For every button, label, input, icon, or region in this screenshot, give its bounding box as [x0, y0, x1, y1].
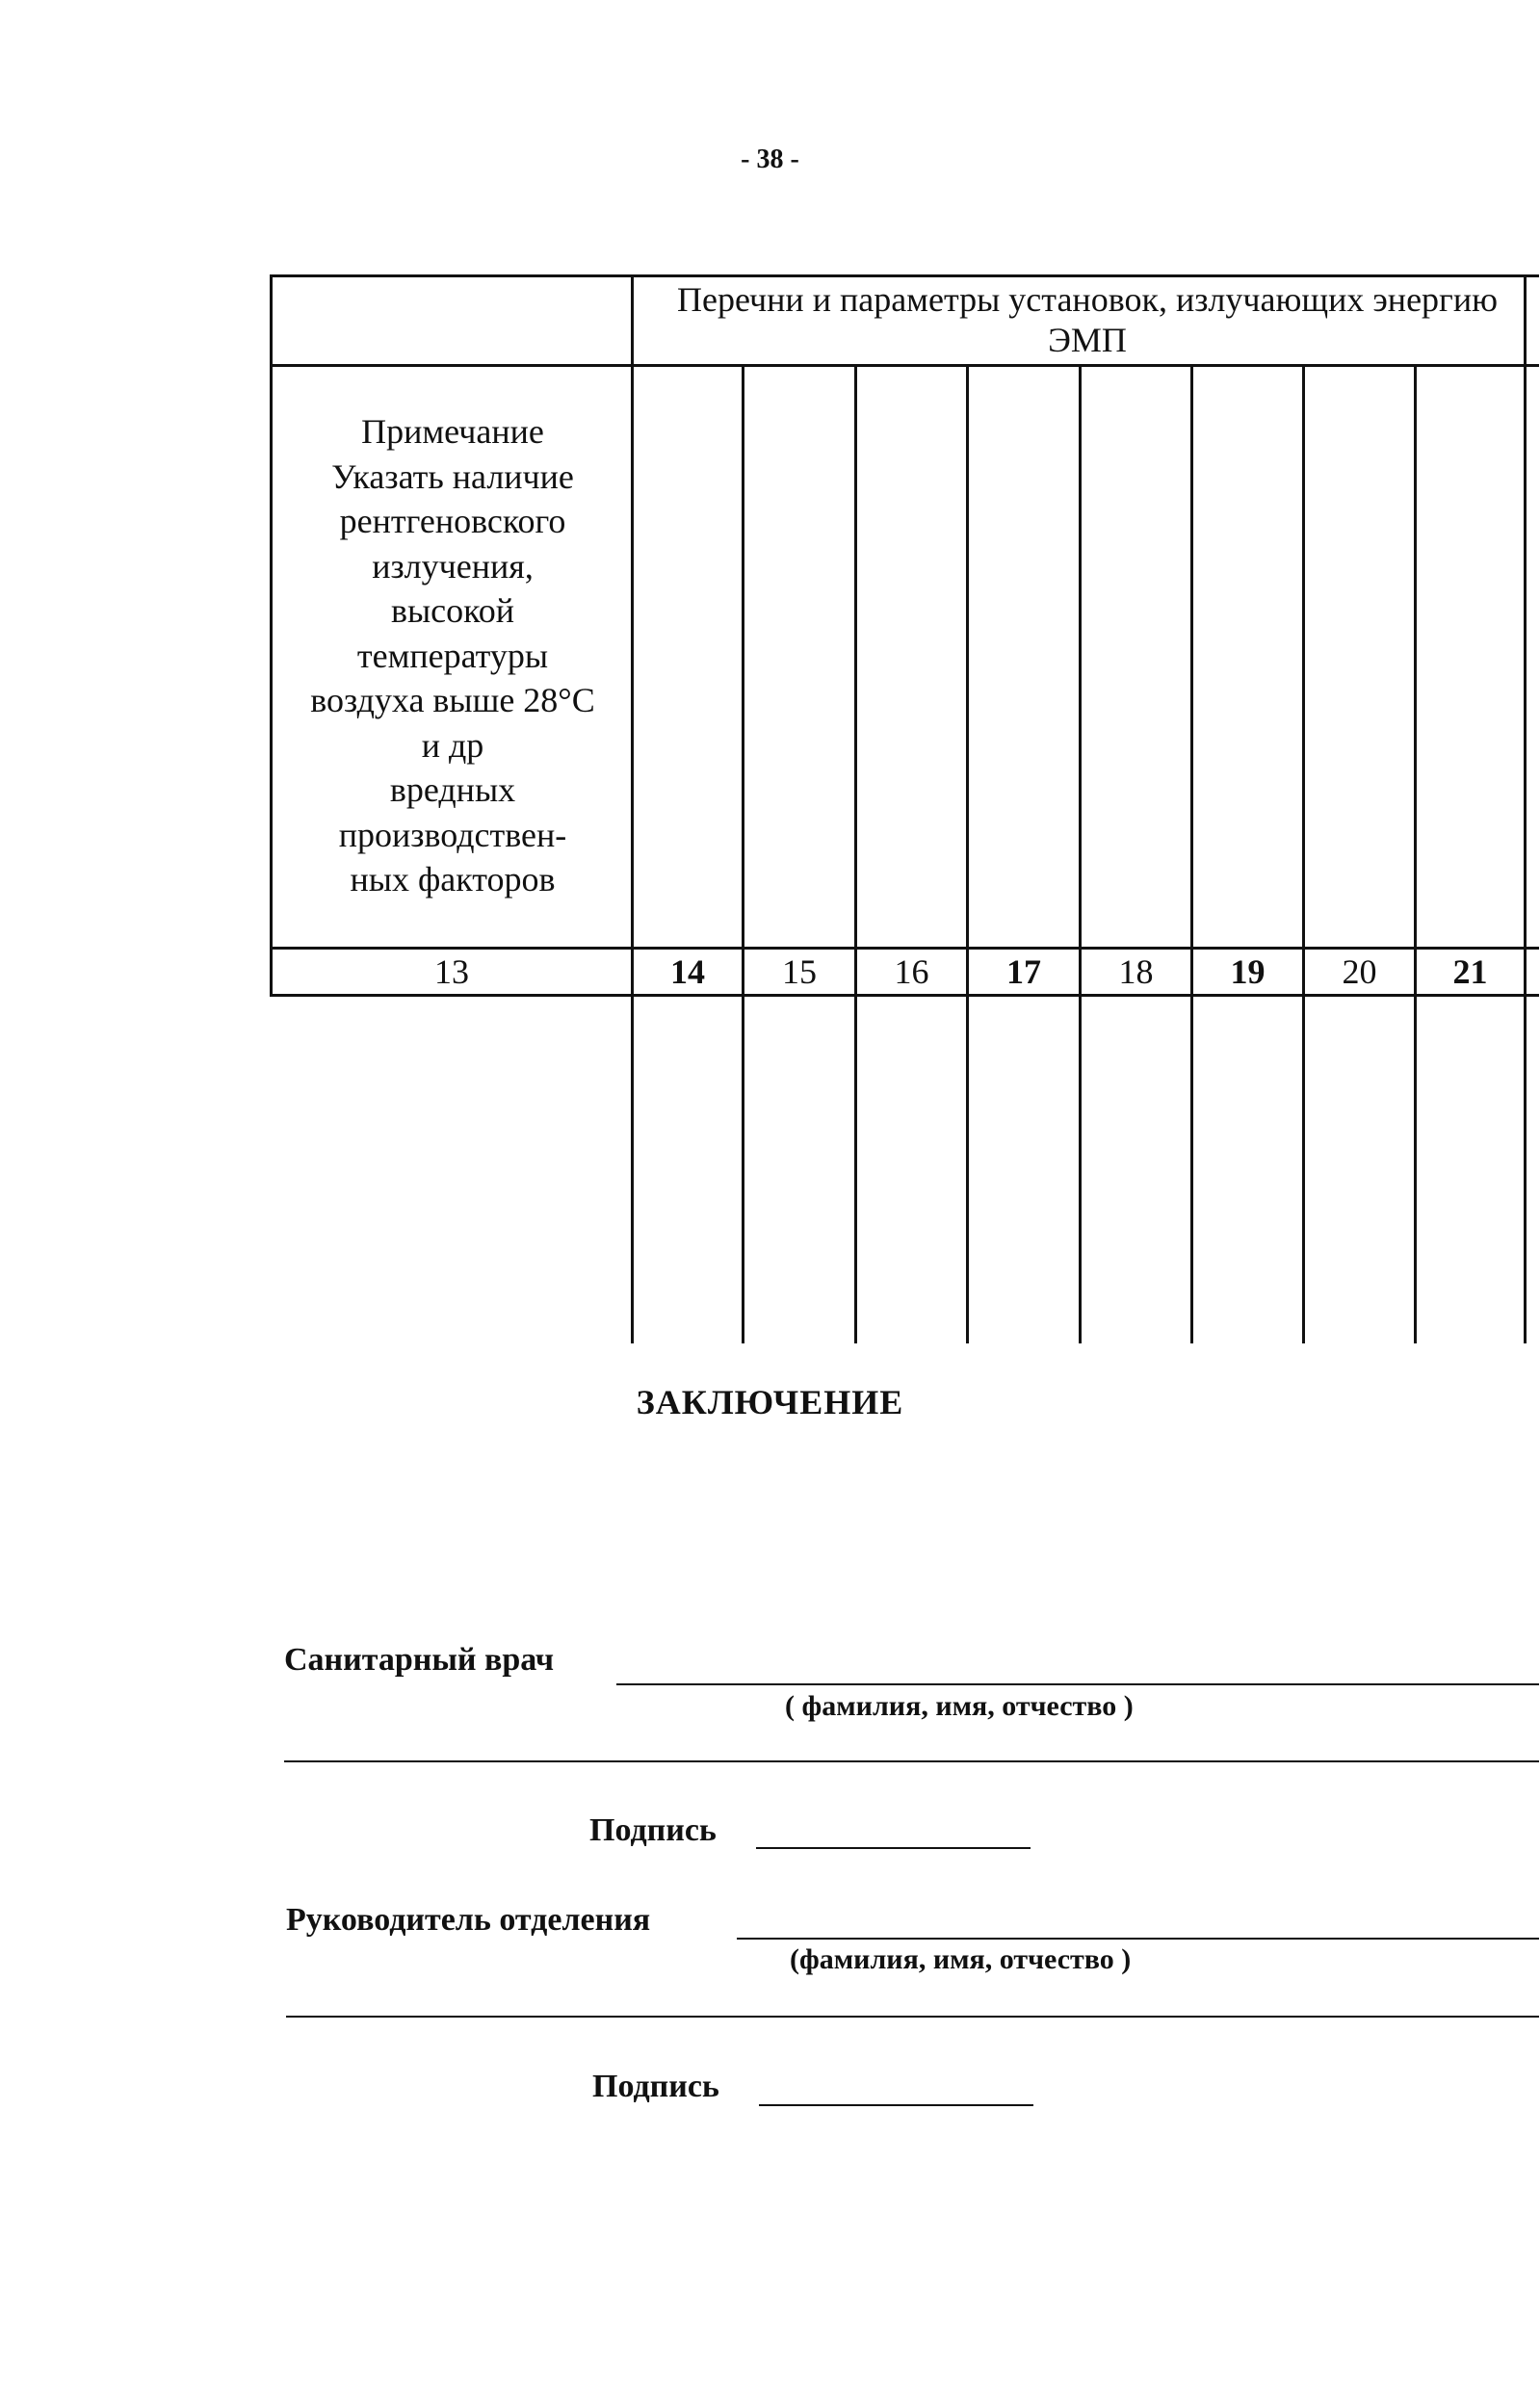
col-divider — [1079, 364, 1082, 1343]
doctor-extra-line — [284, 1760, 1539, 1762]
signature-line — [756, 1847, 1031, 1849]
col-divider — [742, 364, 744, 1343]
page-number: - 38 - — [741, 144, 799, 174]
column-number-cell: 20 — [1342, 952, 1377, 991]
column-number-cell: 15 — [782, 952, 817, 991]
note-line: излучения, — [372, 546, 534, 586]
note-line: Примечание — [361, 412, 544, 451]
column-number-cell: 16 — [894, 952, 929, 991]
column-number-cell: 17 — [1006, 952, 1041, 991]
col-divider — [1414, 364, 1417, 1343]
note-line: производствен- — [338, 815, 567, 854]
doctor-name-line — [616, 1683, 1539, 1685]
column-number-cell: 18 — [1118, 952, 1154, 991]
col-divider — [1190, 364, 1193, 1343]
column-number-cell: 14 — [670, 952, 705, 991]
signature-label: Подпись — [589, 1812, 717, 1848]
note-cell — [274, 409, 631, 902]
column-number-cell: 21 — [1452, 952, 1488, 991]
note-line: Указать наличие — [331, 456, 574, 496]
table-header-divider — [270, 364, 1539, 367]
note-line: рентгеновского — [339, 502, 566, 540]
note-line: высокой — [390, 591, 515, 630]
head-name-line — [737, 1938, 1539, 1940]
note-line: температуры — [356, 636, 549, 675]
signature-label: Подпись — [592, 2069, 719, 2104]
signature-line — [759, 2104, 1033, 2106]
doctor-label: Санитарный врач — [284, 1642, 555, 1678]
doctor-caption: ( фамилия, имя, отчество ) — [785, 1690, 1134, 1722]
table-top-border — [270, 274, 1539, 277]
col-divider — [1302, 364, 1305, 1343]
group-header: Перечни и параметры установок, излучающих энергию ЭМП — [677, 280, 1498, 359]
col-divider — [966, 364, 969, 1343]
column-number-cell: 13 — [434, 952, 469, 991]
head-label: Руководитель отделения — [286, 1902, 651, 1938]
column-number-cell: 19 — [1230, 952, 1266, 991]
head-caption: (фамилия, имя, отчество ) — [790, 1943, 1132, 1975]
table-note-divider — [631, 274, 634, 1343]
note-line: и др — [421, 725, 484, 765]
table-right-border — [1524, 274, 1527, 1343]
note-line: воздуха выше 28°С — [310, 681, 595, 719]
conclusion-title: ЗАКЛЮЧЕНИЕ — [636, 1383, 904, 1421]
note-line: ных факторов — [350, 860, 556, 899]
col-divider — [854, 364, 857, 1343]
table-left-border — [270, 274, 273, 997]
head-extra-line — [286, 2016, 1539, 2018]
note-line: вредных — [389, 770, 516, 809]
